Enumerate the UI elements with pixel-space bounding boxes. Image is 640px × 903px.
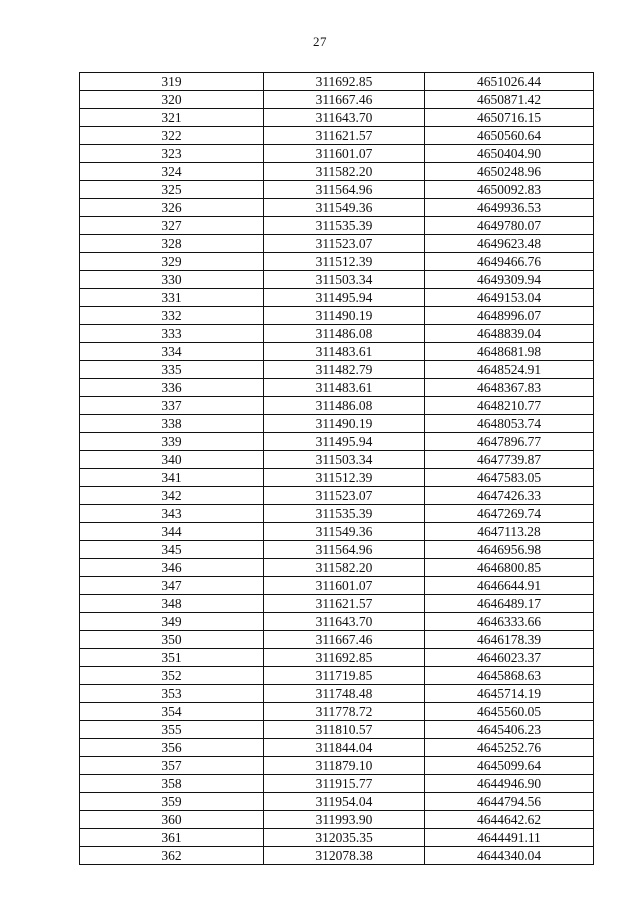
table-row <box>80 685 594 703</box>
x-coordinate-cell: 311748.48 <box>264 685 425 703</box>
point-number-cell: 354 <box>80 703 264 721</box>
point-number-cell: 342 <box>80 487 264 505</box>
x-coordinate-cell: 311621.57 <box>264 127 425 145</box>
table-row <box>80 91 594 109</box>
y-coordinate-cell: 4647113.28 <box>425 523 594 541</box>
x-coordinate-cell: 311667.46 <box>264 91 425 109</box>
x-coordinate-cell: 311692.85 <box>264 73 425 91</box>
table-row <box>80 109 594 127</box>
y-coordinate-cell: 4649623.48 <box>425 235 594 253</box>
x-coordinate-cell: 311512.39 <box>264 253 425 271</box>
y-coordinate-cell: 4649309.94 <box>425 271 594 289</box>
x-coordinate-cell: 311486.08 <box>264 325 425 343</box>
page-number: 27 <box>313 34 327 49</box>
y-coordinate-cell: 4646800.85 <box>425 559 594 577</box>
x-coordinate-cell: 312035.35 <box>264 829 425 847</box>
table-row <box>80 559 594 577</box>
x-coordinate-cell: 311523.07 <box>264 487 425 505</box>
y-coordinate-cell: 4644794.56 <box>425 793 594 811</box>
x-coordinate-cell: 311954.04 <box>264 793 425 811</box>
y-coordinate-cell: 4646489.17 <box>425 595 594 613</box>
table-row <box>80 829 594 847</box>
point-number-cell: 356 <box>80 739 264 757</box>
point-number-cell: 341 <box>80 469 264 487</box>
x-coordinate-cell: 311523.07 <box>264 235 425 253</box>
table-row <box>80 667 594 685</box>
table-row <box>80 325 594 343</box>
x-coordinate-cell: 311643.70 <box>264 109 425 127</box>
table-row <box>80 289 594 307</box>
x-coordinate-cell: 311549.36 <box>264 199 425 217</box>
table-row <box>80 451 594 469</box>
y-coordinate-cell: 4650716.15 <box>425 109 594 127</box>
point-number-cell: 343 <box>80 505 264 523</box>
point-number-cell: 326 <box>80 199 264 217</box>
table-row <box>80 217 594 235</box>
point-number-cell: 352 <box>80 667 264 685</box>
y-coordinate-cell: 4649466.76 <box>425 253 594 271</box>
point-number-cell: 358 <box>80 775 264 793</box>
point-number-cell: 357 <box>80 757 264 775</box>
x-coordinate-cell: 311915.77 <box>264 775 425 793</box>
point-number-cell: 322 <box>80 127 264 145</box>
coordinates-table-body <box>80 73 594 865</box>
table-row <box>80 415 594 433</box>
x-coordinate-cell: 311535.39 <box>264 217 425 235</box>
x-coordinate-cell: 311621.57 <box>264 595 425 613</box>
point-number-cell: 323 <box>80 145 264 163</box>
point-number-cell: 336 <box>80 379 264 397</box>
y-coordinate-cell: 4645560.05 <box>425 703 594 721</box>
x-coordinate-cell: 311601.07 <box>264 577 425 595</box>
point-number-cell: 328 <box>80 235 264 253</box>
x-coordinate-cell: 311692.85 <box>264 649 425 667</box>
point-number-cell: 334 <box>80 343 264 361</box>
table-row <box>80 757 594 775</box>
point-number-cell: 321 <box>80 109 264 127</box>
table-row <box>80 505 594 523</box>
x-coordinate-cell: 311564.96 <box>264 541 425 559</box>
point-number-cell: 337 <box>80 397 264 415</box>
table-row <box>80 487 594 505</box>
y-coordinate-cell: 4648839.04 <box>425 325 594 343</box>
y-coordinate-cell: 4644491.11 <box>425 829 594 847</box>
y-coordinate-cell: 4648524.91 <box>425 361 594 379</box>
y-coordinate-cell: 4645252.76 <box>425 739 594 757</box>
point-number-cell: 362 <box>80 847 264 865</box>
x-coordinate-cell: 311810.57 <box>264 721 425 739</box>
x-coordinate-cell: 311643.70 <box>264 613 425 631</box>
y-coordinate-cell: 4650248.96 <box>425 163 594 181</box>
y-coordinate-cell: 4650092.83 <box>425 181 594 199</box>
x-coordinate-cell: 311503.34 <box>264 451 425 469</box>
y-coordinate-cell: 4647896.77 <box>425 433 594 451</box>
table-row <box>80 775 594 793</box>
y-coordinate-cell: 4648681.98 <box>425 343 594 361</box>
point-number-cell: 320 <box>80 91 264 109</box>
y-coordinate-cell: 4649780.07 <box>425 217 594 235</box>
y-coordinate-cell: 4648210.77 <box>425 397 594 415</box>
x-coordinate-cell: 311490.19 <box>264 415 425 433</box>
x-coordinate-cell: 311495.94 <box>264 433 425 451</box>
point-number-cell: 345 <box>80 541 264 559</box>
x-coordinate-cell: 311535.39 <box>264 505 425 523</box>
y-coordinate-cell: 4645868.63 <box>425 667 594 685</box>
table-row <box>80 307 594 325</box>
table-row <box>80 703 594 721</box>
table-row <box>80 649 594 667</box>
x-coordinate-cell: 311719.85 <box>264 667 425 685</box>
table-row <box>80 127 594 145</box>
y-coordinate-cell: 4650871.42 <box>425 91 594 109</box>
table-row <box>80 235 594 253</box>
y-coordinate-cell: 4644340.04 <box>425 847 594 865</box>
table-row <box>80 253 594 271</box>
y-coordinate-cell: 4649936.53 <box>425 199 594 217</box>
x-coordinate-cell: 311512.39 <box>264 469 425 487</box>
point-number-cell: 349 <box>80 613 264 631</box>
table-row <box>80 433 594 451</box>
y-coordinate-cell: 4646956.98 <box>425 541 594 559</box>
point-number-cell: 344 <box>80 523 264 541</box>
table-row <box>80 361 594 379</box>
point-number-cell: 324 <box>80 163 264 181</box>
point-number-cell: 327 <box>80 217 264 235</box>
y-coordinate-cell: 4646333.66 <box>425 613 594 631</box>
table-row <box>80 631 594 649</box>
y-coordinate-cell: 4644946.90 <box>425 775 594 793</box>
y-coordinate-cell: 4648996.07 <box>425 307 594 325</box>
point-number-cell: 360 <box>80 811 264 829</box>
table-row <box>80 793 594 811</box>
point-number-cell: 350 <box>80 631 264 649</box>
x-coordinate-cell: 311549.36 <box>264 523 425 541</box>
point-number-cell: 335 <box>80 361 264 379</box>
x-coordinate-cell: 311582.20 <box>264 163 425 181</box>
table-row <box>80 721 594 739</box>
point-number-cell: 353 <box>80 685 264 703</box>
x-coordinate-cell: 312078.38 <box>264 847 425 865</box>
y-coordinate-cell: 4647426.33 <box>425 487 594 505</box>
point-number-cell: 348 <box>80 595 264 613</box>
y-coordinate-cell: 4645406.23 <box>425 721 594 739</box>
x-coordinate-cell: 311778.72 <box>264 703 425 721</box>
x-coordinate-cell: 311483.61 <box>264 343 425 361</box>
point-number-cell: 338 <box>80 415 264 433</box>
x-coordinate-cell: 311582.20 <box>264 559 425 577</box>
x-coordinate-cell: 311564.96 <box>264 181 425 199</box>
table-row <box>80 469 594 487</box>
x-coordinate-cell: 311495.94 <box>264 289 425 307</box>
point-number-cell: 351 <box>80 649 264 667</box>
table-row <box>80 613 594 631</box>
y-coordinate-cell: 4648053.74 <box>425 415 594 433</box>
point-number-cell: 359 <box>80 793 264 811</box>
y-coordinate-cell: 4651026.44 <box>425 73 594 91</box>
point-number-cell: 346 <box>80 559 264 577</box>
table-row <box>80 199 594 217</box>
y-coordinate-cell: 4647269.74 <box>425 505 594 523</box>
point-number-cell: 347 <box>80 577 264 595</box>
point-number-cell: 319 <box>80 73 264 91</box>
table-row <box>80 811 594 829</box>
x-coordinate-cell: 311482.79 <box>264 361 425 379</box>
x-coordinate-cell: 311483.61 <box>264 379 425 397</box>
y-coordinate-cell: 4650404.90 <box>425 145 594 163</box>
table-row <box>80 271 594 289</box>
table-row <box>80 595 594 613</box>
table-row <box>80 577 594 595</box>
coordinates-table <box>79 72 594 865</box>
table-row <box>80 163 594 181</box>
y-coordinate-cell: 4647739.87 <box>425 451 594 469</box>
x-coordinate-cell: 311667.46 <box>264 631 425 649</box>
y-coordinate-cell: 4645099.64 <box>425 757 594 775</box>
point-number-cell: 325 <box>80 181 264 199</box>
point-number-cell: 361 <box>80 829 264 847</box>
point-number-cell: 339 <box>80 433 264 451</box>
x-coordinate-cell: 311503.34 <box>264 271 425 289</box>
x-coordinate-cell: 311601.07 <box>264 145 425 163</box>
point-number-cell: 355 <box>80 721 264 739</box>
point-number-cell: 329 <box>80 253 264 271</box>
point-number-cell: 330 <box>80 271 264 289</box>
table-row <box>80 739 594 757</box>
y-coordinate-cell: 4645714.19 <box>425 685 594 703</box>
y-coordinate-cell: 4646178.39 <box>425 631 594 649</box>
table-row <box>80 541 594 559</box>
x-coordinate-cell: 311490.19 <box>264 307 425 325</box>
y-coordinate-cell: 4646644.91 <box>425 577 594 595</box>
x-coordinate-cell: 311993.90 <box>264 811 425 829</box>
point-number-cell: 332 <box>80 307 264 325</box>
table-row <box>80 523 594 541</box>
x-coordinate-cell: 311844.04 <box>264 739 425 757</box>
table-row <box>80 847 594 865</box>
y-coordinate-cell: 4644642.62 <box>425 811 594 829</box>
table-row <box>80 145 594 163</box>
table-row <box>80 73 594 91</box>
point-number-cell: 340 <box>80 451 264 469</box>
x-coordinate-cell: 311879.10 <box>264 757 425 775</box>
table-row <box>80 397 594 415</box>
y-coordinate-cell: 4647583.05 <box>425 469 594 487</box>
y-coordinate-cell: 4648367.83 <box>425 379 594 397</box>
y-coordinate-cell: 4646023.37 <box>425 649 594 667</box>
x-coordinate-cell: 311486.08 <box>264 397 425 415</box>
table-row <box>80 181 594 199</box>
table-row <box>80 343 594 361</box>
table-row <box>80 379 594 397</box>
y-coordinate-cell: 4650560.64 <box>425 127 594 145</box>
point-number-cell: 333 <box>80 325 264 343</box>
y-coordinate-cell: 4649153.04 <box>425 289 594 307</box>
point-number-cell: 331 <box>80 289 264 307</box>
